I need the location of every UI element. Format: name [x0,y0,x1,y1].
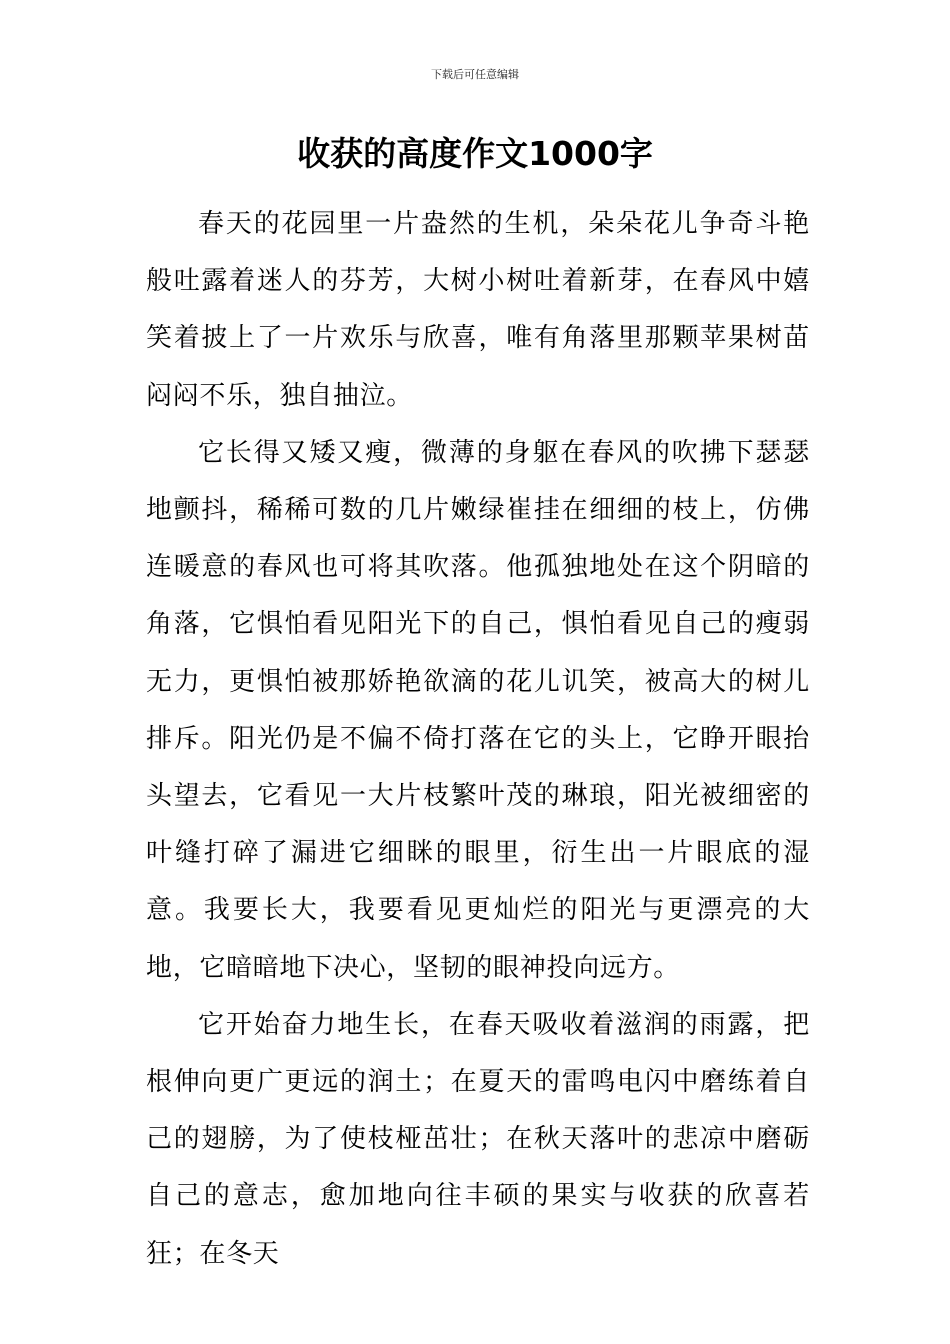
paragraph-1: 春天的花园里一片盎然的生机，朵朵花儿争奇斗艳般吐露着迷人的芬芳，大树小树吐着新芽，在春风中嬉笑着披上了一片欢乐与欣喜，唯有角落里那颗苹果树苗闷闷不乐，独自抽泣。 [146,209,810,411]
paragraph-3: 它开始奋力地生长，在春天吸收着滋润的雨露，把根伸向更广更远的润土；在夏天的雷鸣电闪中磨练着自己的翅膀，为了使枝桠茁壮；在秋天落叶的悲凉中磨砺自己的意志，愈加地向往丰硕的果实与收获的欣喜若狂；在冬天 [146,1009,810,1269]
header-note: 下载后可任意编辑 [431,68,519,81]
paragraph-2: 它长得又矮又瘦，微薄的身躯在春风的吹拂下瑟瑟地颤抖，稀稀可数的几片嫩绿崔挂在细细的枝上，仿佛连暖意的春风也可将其吹落。他孤独地处在这个阴暗的角落，它惧怕看见阳光下的自己，惧怕看见自己的瘦弱无力，更惧怕被那娇艳欲滴的花儿讥笑，被高大的树儿排斥。阳光仍是不偏不倚打落在它的头上，它睁开眼抬头望去，它看见一大片枝繁叶茂的琳琅，阳光被细密的叶缝打碎了漏进它细眯的眼里，衍生出一片眼底的湿意。我要长大，我要看见更灿烂的阳光与更漂亮的大地，它暗暗地下决心，坚韧的眼神投向远方。 [146,437,810,983]
document-title: 收获的高度作文1000字 [297,134,653,173]
document-body [146,196,810,1283]
